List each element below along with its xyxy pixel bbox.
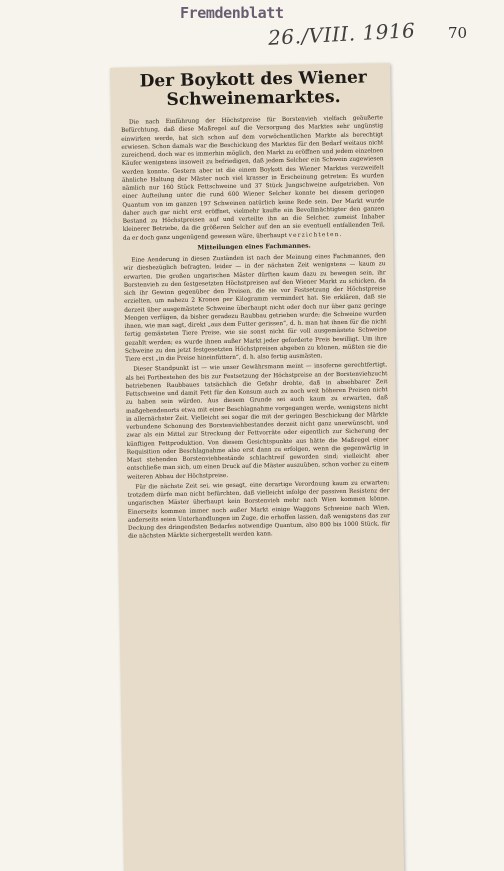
article-subheading: Mitteilungen eines Fachmannes. xyxy=(197,242,311,252)
article-paragraph-1 xyxy=(121,114,385,242)
paragraph-1-text: Die nach Einführung der Höchstpreise für Borstenvieh vielfach geäußerte Befürchtung, daß diese Maßregel auf die Versorgung des Marktes sehr ungünstig einwirken werde, hat sich schon auf dem vorwöchentlichen Markte als berechtigt erwiesen. Schon damals war die Beschickung des Marktes für den Bedarf weitaus nicht zureichend, doch war es immerhin möglich, den Markt zu eröffnen und jedem einzelnen Käufer wenigstens insoweit zu befriedigen, daß jedem Selcher ein Schwein zugewiesen werden konnte. Gestern aber ist die einem Boykott des Wiener Marktes verzweifelt ähnliche Haltung der Mäster noch viel krasser in Erscheinung getreten: Es wurden nämlich nur 160 Stück Fettschweine und 37 Stück Jungschweine aufgetrieben. Von einer Aufteilung unter die rund 600 Wiener Selcher konnte bei diesem geringen Quantum von im ganzen 197 Schweinen natürlich keine Rede sein. Der Markt wurde daher auch gar nicht erst eröffnet, vielmehr kaufte ein Bevollmächtigter den ganzen Bestand zu Höchstpreisen auf und verteilte ihn an die Selcher, zumeist Inhaber kleinerer Betriebe, da die größeren Selcher auf den an sie eventuell entfallenden Teil, da er doch ganz ungenügend gewesen wäre, überhaupt xyxy=(121,115,385,242)
newspaper-stamp: Fremdenblatt xyxy=(180,4,284,22)
article-title-line-1: Der Boykott des Wiener xyxy=(139,67,367,92)
article-paragraph-3: Dieser Standpunkt ist — wie unser Gewährsmann meint — insoferne gerechtfertigt, als bei Fortbestehen des bis zur Festsetzung der Höchstpreise an der Borstenviehzucht betriebenen Raubbaues tatsächlich die Gefahr drohte, daß in absehbarer Zeit Fettschweine und damit Fett für den Konsum auch zu noch weit höheren Preisen nicht zu haben sein würden. Aus diesem Grunde sei auch kaum zu erwarten, daß maßgebendenorts etwa mit einer Beschlagnahme vorgegangen werde, wenigstens nicht in allernächster Zeit. Vielleicht sei sogar die mit der geringen Beschickung der Märkte verbundene Schonung des Borstenviehbestandes derzeit nicht ganz unerwünscht, und zwar als ein Mittel zur Streckung der Fettvorräte oder eigentlich zur Sicherung der künftigen Fettproduktion. Von diesem Gesichtspunkte aus hätte die Maßregel einer Requisition oder Beschlagnahme also erst dann zu erfolgen, wenn die gegenwärtig in Mast stehenden Borstenviehbestände schlachtreif geworden sind; vielleicht aber entschließe man sich, um einen Druck auf die Mäster auszuüben, schon vorher zu einem weiteren Abbau der Höchstpreise. xyxy=(125,362,390,481)
article-paragraph-4: Für die nächste Zeit sei, wie gesagt, eine derartige Verordnung kaum zu erwarten; trotzdem dürfe man nicht befürchten, daß vielleicht infolge der passiven Resistenz der ungarischen Mäster überhaupt kein Borstenvieh mehr nach Wien kommen könne. Einerseits kommen immer noch außer Markt einige Waggons Schweine nach Wien, anderseits seien Unterhandlungen im Zuge, die erhoffen lassen, daß wenigstens das zur Deckung des dringendsten Bedarfes notwendige Quantum, also 800 bis 1000 Stück, für die nächsten Märkte sichergestellt werden kann. xyxy=(127,479,391,541)
handwritten-date: 26./VIII. 1916 xyxy=(267,18,416,50)
paragraph-1-emphasis: verzichteten. xyxy=(288,231,343,239)
newspaper-clipping xyxy=(110,63,404,871)
page-number: 70 xyxy=(448,24,468,42)
article-paragraph-2: Eine Aenderung in diesen Zuständen ist nach der Meinung eines Fachmannes, den wir diesbezüglich befragten, leider — in der nächsten Zeit wenigstens — kaum zu erwarten. Die großen ungarischen Mäster dürften kaum dazu zu bewegen sein, ihr Borstenvieh zu den festgesetzten Höchstpreisen auf den Wiener Markt zu schicken, da sich ihr Gewinn gegenüber den Preisen, die sie vor Festsetzung der Höchstpreise erzielten, um nahezu 2 Kronen per Kilogramm vermindert hat. Sie erklären, daß sie derzeit über ausgemästete Schweine überhaupt nicht oder doch nur über ganz geringe Mengen verfügen, da bisher geradezu Raubbau getrieben wurde; die Schweine wurden ihnen, wie man sagt, direkt „aus dem Futter gerissen“, d. h. man hat ihnen für die nicht fertig gemästeten Tiere Preise, wie sie sonst nicht für voll ausgemästete Schweine gezahlt werden; es wurde ihnen außer Markt jeder geforderte Preis bewilligt. Um ihre Schweine zu den jetzt festgesetzten Höchstpreisen abgeben zu können, müßten sie die Tiere erst „in die Preise hineinfüttern“, d. h. also fertig ausmästen. xyxy=(123,253,387,363)
article-title xyxy=(124,68,383,110)
article-title-line-2: Schweinemarktes. xyxy=(166,86,341,111)
article-body xyxy=(111,114,398,541)
